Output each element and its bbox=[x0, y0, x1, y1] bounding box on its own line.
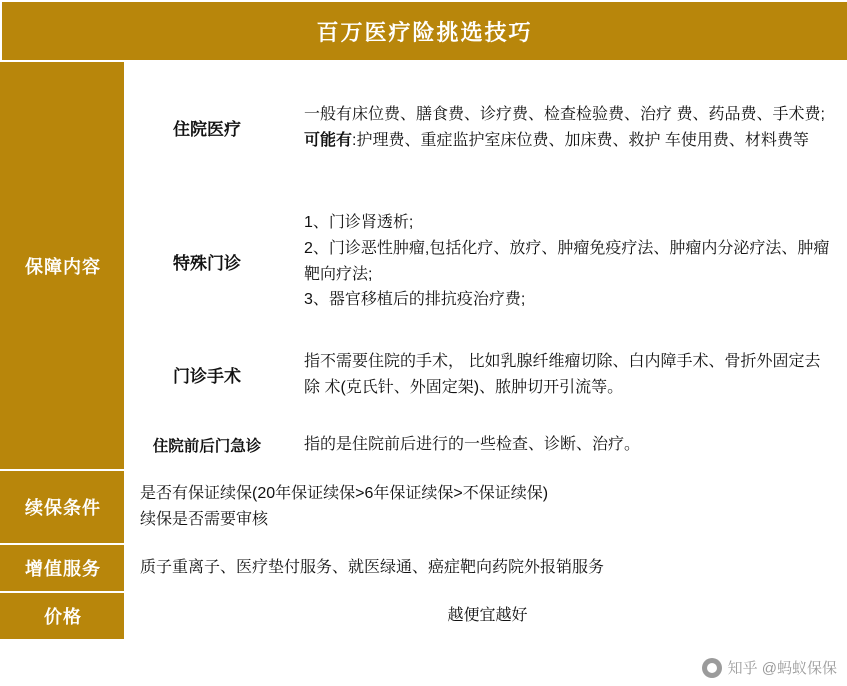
row-header-value-added: 增值服务 bbox=[1, 544, 125, 592]
content-bold-prefix: 可能有 bbox=[304, 131, 353, 149]
content-line bbox=[304, 128, 835, 154]
table-row bbox=[1, 592, 847, 640]
table-row bbox=[1, 329, 847, 420]
table-row bbox=[1, 544, 847, 592]
ant-logo-icon bbox=[702, 658, 722, 678]
content-line: 指的是住院前后进行的一些检查、诊断、治疗。 bbox=[304, 436, 641, 454]
row-header-renewal: 续保条件 bbox=[1, 470, 125, 544]
table-row bbox=[1, 61, 847, 194]
content-line: 1、门诊肾透析; bbox=[304, 213, 414, 231]
row-content-renewal bbox=[125, 470, 847, 544]
watermark-text: 知乎 @蚂蚁保保 bbox=[727, 660, 837, 677]
subrow-label-pre-post-hospital: 住院前后门急诊 bbox=[125, 420, 289, 470]
table-row bbox=[1, 194, 847, 329]
subrow-content-pre-post-hospital bbox=[289, 420, 847, 470]
row-header-price: 价格 bbox=[1, 592, 125, 640]
content-line: 越便宜越好 bbox=[447, 606, 528, 624]
row-content-price bbox=[125, 592, 847, 640]
table-row bbox=[1, 420, 847, 470]
table-title-row bbox=[1, 1, 847, 61]
subrow-label-special-outpatient: 特殊门诊 bbox=[125, 194, 289, 329]
row-content-value-added bbox=[125, 544, 847, 592]
content-line: 2、门诊恶性肿瘤,包括化疗、放疗、肿瘤免疫疗法、肿瘤内分泌疗法、肿瘤靶向疗法; bbox=[304, 239, 830, 283]
content-line: 一般有床位费、膳食费、诊疗费、检查检验费、治疗 费、药品费、手术费; bbox=[304, 105, 825, 123]
content-line: 质子重离子、医疗垫付服务、就医绿通、癌症靶向药院外报销服务 bbox=[140, 558, 605, 576]
content-line-text: :护理费、重症监护室床位费、加床费、救护 车使用费、材料费等 bbox=[352, 131, 809, 149]
watermark bbox=[702, 657, 837, 678]
content-line: 指不需要住院的手术， 比如乳腺纤维瘤切除、白内障手术、骨折外固定去除 术(克氏针、外固定架)、脓肿切开引流等。 bbox=[304, 352, 821, 396]
content-line: 是否有保证续保(20年保证续保>6年保证续保>不保证续保) bbox=[140, 485, 549, 502]
content-line: 续保是否需要审核 bbox=[140, 510, 269, 528]
content-line: 3、器官移植后的排抗疫治疗费; bbox=[304, 291, 526, 309]
subrow-content-outpatient-surgery bbox=[289, 329, 847, 420]
subrow-label-outpatient-surgery: 门诊手术 bbox=[125, 329, 289, 420]
subrow-content-inpatient bbox=[289, 61, 847, 194]
page-title: 百万医疗险挑选技巧 bbox=[1, 1, 847, 61]
subrow-content-special-outpatient bbox=[289, 194, 847, 329]
subrow-label-inpatient: 住院医疗 bbox=[125, 61, 289, 194]
table-row bbox=[1, 470, 847, 544]
row-header-coverage: 保障内容 bbox=[1, 61, 125, 470]
